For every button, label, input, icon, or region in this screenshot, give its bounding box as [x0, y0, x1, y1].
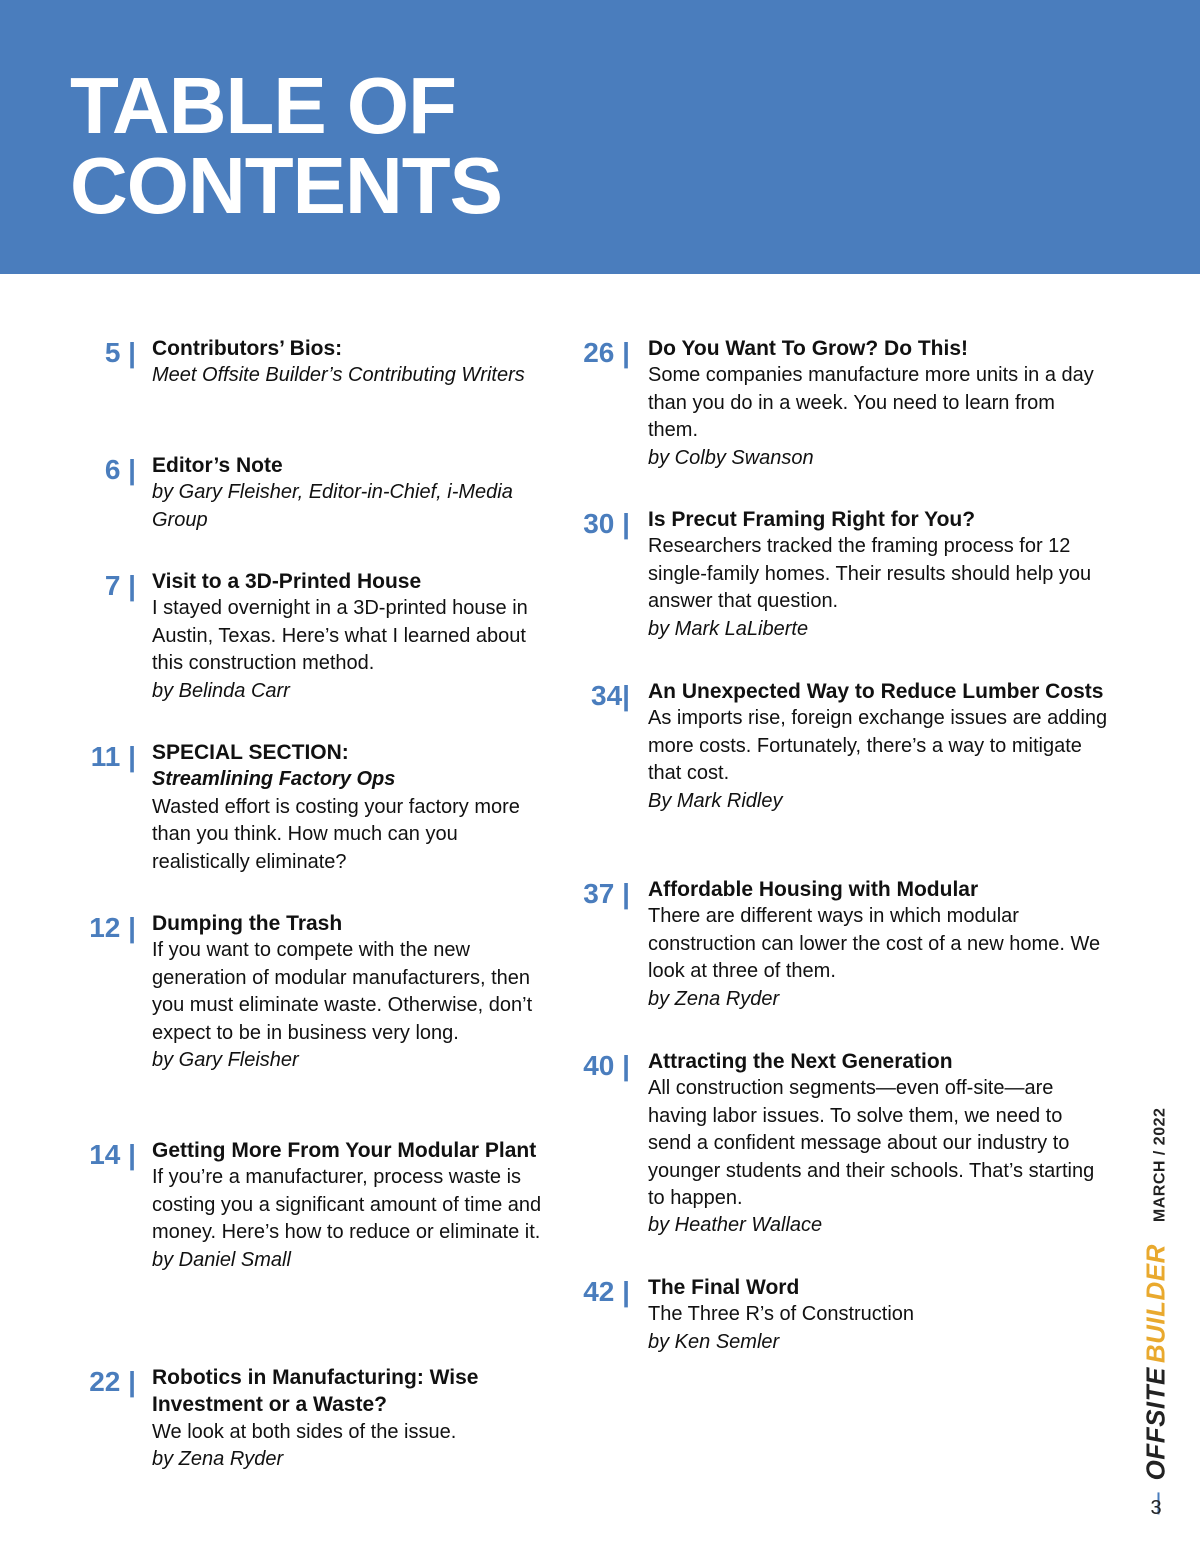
toc-entry-author: by Gary Fleisher: [152, 1049, 299, 1072]
toc-page-number: 11 |: [90, 741, 136, 772]
issue-date: MARCH / 2022: [1151, 1107, 1169, 1223]
toc-page-number: 12 |: [89, 912, 136, 943]
toc-entry-author: by Daniel Small: [152, 1248, 291, 1271]
toc-entry-author: by Zena Ryder: [152, 1448, 284, 1471]
page-title-line2: CONTENTS: [70, 141, 502, 230]
toc-page-number: 22 |: [89, 1366, 136, 1397]
brand-name-offsite: OFFSITE: [1140, 1367, 1171, 1481]
toc-entry-author: by Belinda Carr: [152, 679, 290, 702]
toc-entry-description: If you want to compete with the new generation of modular manufacturers, then you must eliminate waste. Otherwise, don’t expect to be in business very long.: [152, 939, 533, 1044]
toc-entry-title[interactable]: The Final Word: [648, 1276, 800, 1299]
toc-entry-title[interactable]: Contributors’ Bios:: [152, 337, 343, 360]
toc-entry-description: There are different ways in which modular construction can lower the cost of a new home. We look at three of them.: [648, 905, 1101, 983]
toc-entry-title[interactable]: Getting More From Your Modular Plant: [152, 1139, 537, 1162]
toc-page-number: 6 |: [104, 454, 136, 485]
toc-entry-title[interactable]: Visit to a 3D-Printed House: [152, 570, 422, 593]
toc-entry-description: All construction segments—even off-site—are having labor issues. To solve them, we need to send a confident message about our industry to younger students and their schools. That’s starting to happen.: [648, 1077, 1095, 1210]
toc-page-number: 37 |: [583, 878, 630, 909]
toc-entry-description: Wasted effort is costing your factory more than you think. How much can you realistically eliminate?: [152, 795, 520, 873]
page-title: [70, 61, 502, 230]
toc-page-number: 7 |: [104, 570, 136, 601]
toc-entry-title[interactable]: Dumping the Trash: [152, 912, 343, 935]
toc-entry-description: Some companies manufacture more units in a day than you do in a week. You need to learn from them.: [648, 364, 1094, 442]
toc-page-number: 5 |: [104, 337, 136, 368]
toc-entry-description: If you’re a manufacturer, process waste is costing you a significant amount of time and money. Here’s how to reduce or eliminate it.: [152, 1166, 542, 1244]
toc-entry-description: We look at both sides of the issue.: [152, 1420, 457, 1443]
toc-page-number: 42 |: [583, 1276, 630, 1307]
toc-page-number: 14 |: [89, 1139, 136, 1170]
toc-page-number: 26 |: [583, 337, 630, 368]
toc-entry-byline: Meet Offsite Builder’s Contributing Writers: [152, 364, 525, 387]
toc-entry-author: By Mark Ridley: [648, 789, 783, 812]
magazine-sidebar: [1106, 1107, 1200, 1491]
toc-entry-title[interactable]: Editor’s Note: [152, 454, 283, 477]
toc-page-number: 34|: [591, 680, 630, 711]
toc-entry-title[interactable]: Affordable Housing with Modular: [648, 878, 979, 901]
toc-entry-title[interactable]: Attracting the Next Generation: [648, 1050, 953, 1073]
toc-page-number: 40 |: [583, 1050, 630, 1081]
toc-entry-title[interactable]: Is Precut Framing Right for You?: [648, 508, 976, 531]
page-number: 3: [1150, 1497, 1162, 1519]
toc-entry-author: by Mark LaLiberte: [648, 617, 809, 640]
page-title-line1: TABLE OF: [70, 61, 457, 150]
toc-entry-description: The Three R’s of Construction: [648, 1303, 915, 1326]
toc-entry-title[interactable]: Robotics in Manufacturing: Wise Investment or a Waste?: [152, 1366, 479, 1417]
toc-entry-description: As imports rise, foreign exchange issues are adding more costs. Fortunately, there’s a way to mitigate that cost.: [648, 707, 1108, 785]
toc-entry-description: I stayed overnight in a 3D-printed house in Austin, Texas. Here’s what I learned about this construction method.: [152, 597, 528, 675]
brand-name-builder: BUILDER: [1140, 1244, 1171, 1364]
toc-entry-title[interactable]: SPECIAL SECTION:: [152, 741, 349, 764]
toc-entry-author: by Ken Semler: [648, 1330, 780, 1353]
toc-entry-byline: by Gary Fleisher, Editor-in-Chief, i-Media Group: [152, 481, 513, 531]
toc-page-number: 30 |: [583, 508, 630, 539]
toc-entry-title[interactable]: An Unexpected Way to Reduce Lumber Costs: [648, 680, 1104, 703]
toc-entry-description: Researchers tracked the framing process for 12 single-family homes. Their results should help you answer that question.: [648, 535, 1092, 613]
toc-entry-title[interactable]: Do You Want To Grow? Do This!: [648, 337, 969, 360]
toc-entry-author: by Zena Ryder: [648, 987, 780, 1010]
toc-entry-author: by Colby Swanson: [648, 446, 814, 469]
page-header: [0, 0, 1200, 274]
sidebar-rotated-text: [1141, 1108, 1172, 1515]
toc-entry-author: by Heather Wallace: [648, 1214, 823, 1237]
toc-entry-subtitle: Streamlining Factory Ops: [152, 768, 396, 791]
